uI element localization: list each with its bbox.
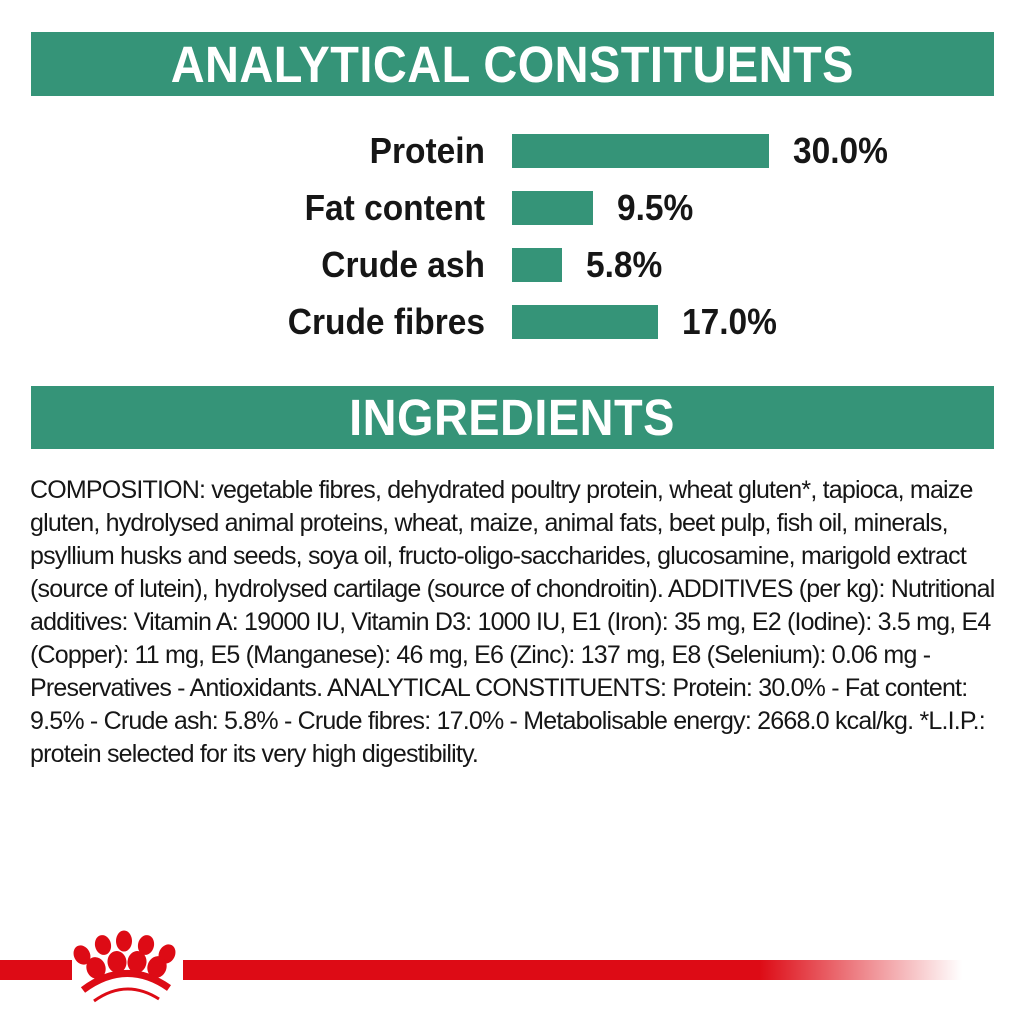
bar-label: Crude ash xyxy=(321,244,485,285)
bar-label: Protein xyxy=(369,130,485,171)
chart-row xyxy=(0,187,1024,228)
royal-canin-crown-logo xyxy=(70,926,182,1010)
bar-label: Fat content xyxy=(304,187,485,228)
chart-row xyxy=(0,130,1024,171)
footer-stripe-left xyxy=(0,960,72,980)
chart-row xyxy=(0,301,1024,342)
analytical-constituents-title: ANALYTICAL CONSTITUENTS xyxy=(170,35,855,93)
bar-value: 30.0% xyxy=(793,130,888,171)
composition-paragraph: COMPOSITION: vegetable fibres, dehydrated poultry protein, wheat gluten*, tapioca, maize gluten, hydrolysed animal proteins, wheat, maize, animal fats, beet pulp, fish oil, minerals, psyllium husks and seeds, soya oil, fructo-oligo-saccharides, glucosamine, marigold extract (source of lutein), hydrolysed cartilage (source of chondroitin). ADDITIVES (per kg): Nutritional additives: Vitamin A: 19000 IU, Vitamin D3: 1000 IU, E1 (Iron): 35 mg, E2 (Iodine): 3.5 mg, E4 (Copper): 11 mg, E5 (Manganese): 46 mg, E6 (Zinc): 137 mg, E8 (Selenium): 0.06 mg - Preservatives - Antioxidants. ANALYTICAL CONSTITUENTS: Protein: 30.0% - Fat content: 9.5% - Crude ash: 5.8% - Crude fibres: 17.0% - Metabolisable energy: 2668.0 kcal/kg. *L.I.P.: protein selected for its very high digestibility. xyxy=(30,476,995,768)
bar xyxy=(512,191,593,225)
ingredients-header xyxy=(31,386,994,449)
bar-value: 9.5% xyxy=(617,187,694,228)
bar xyxy=(512,134,769,168)
bar-value: 5.8% xyxy=(585,244,663,285)
bar-value: 17.0% xyxy=(681,301,777,342)
footer-stripe-right xyxy=(183,960,962,980)
ingredients-title: INGREDIENTS xyxy=(349,389,676,446)
chart-row xyxy=(0,244,1024,285)
analytical-constituents-header xyxy=(31,32,994,96)
bar-label: Crude fibres xyxy=(287,301,485,342)
bar xyxy=(512,305,658,339)
bar xyxy=(512,248,562,282)
analytical-constituents-chart xyxy=(0,130,1024,362)
